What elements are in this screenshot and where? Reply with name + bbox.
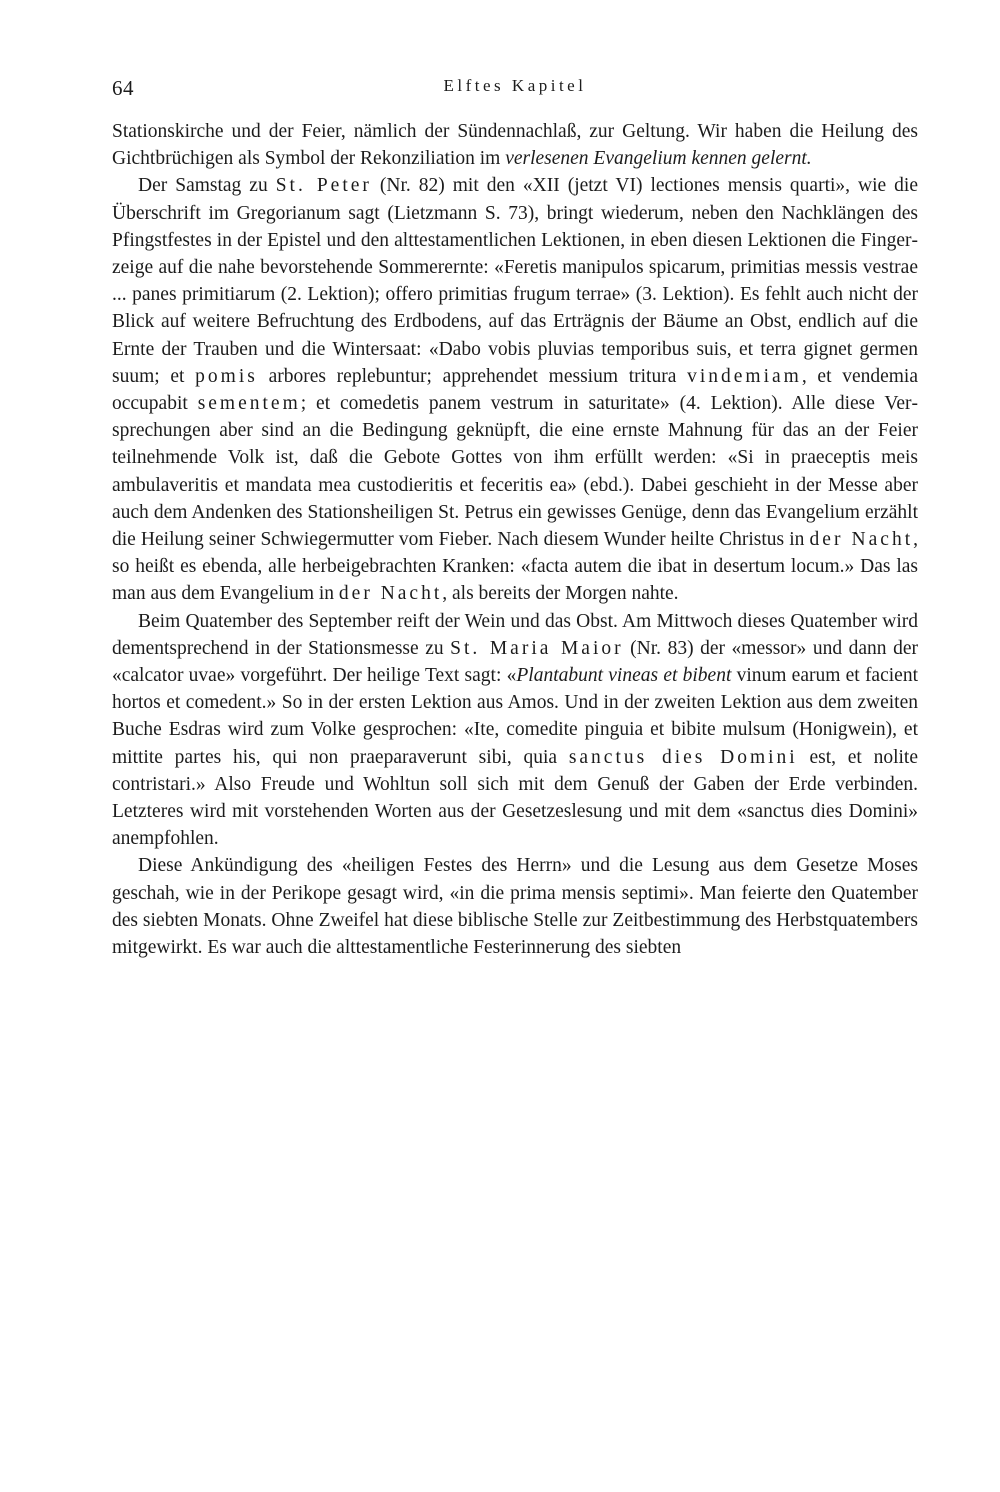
body-text [112,118,918,961]
italic-text: verlesenen Evangelium kennen gelernt. [505,148,812,170]
spaced-emphasis-text: der Nacht [338,583,443,605]
text-run: Stationskirche und der Feier, nämlich der Sündennachlaß, zur Geltung. Wir haben die Heilung des Gichtbrüchigen als Symbol der Rekonziliation im [112,121,918,170]
spaced-emphasis-text: vindemiam [687,365,802,387]
text-run: vinum earum et facient hortos et comedent.» So in der ersten Lektion aus Amos. Und in der zweiten Lektion aus dem zweiten Buche Esdras wird zum Volke gesprochen: «Ite, comedite pinguia et bibite mulsum (Honigwein), et mittite partes his, qui non praeparaverunt sibi, quia [112,665,918,768]
spaced-emphasis-text: St. Maria Maior [450,637,624,659]
paragraph [112,852,918,961]
spaced-emphasis-text: pomis [195,365,258,387]
spaced-emphasis-text: der Nacht [809,529,914,551]
spaced-emphasis-text: sementem [197,393,301,415]
italic-text: Plantabunt vineas et bibent [516,665,732,687]
page-number: 64 [112,76,134,100]
spaced-emphasis-text: St. Peter [275,175,372,197]
text-run: (Nr. 82) mit den «XII (jetzt VI) lectiones mensis quarti», wie die Überschrift im Gregorianum sagt (Lietzmann S. 73), bringt wiederum, neben den Nachklängen des Pfingstfestes in der Epistel und den alttestamentlichen Lektionen, in eben diesen Lektionen die Fingerzeige auf die nahe bevorstehende Sommerernte: «Feretis manipulos spicarum, primitias messis vestrae ... panes primitiarum (2. Lektion); offero primitias frugum terrae» (3. Lektion). Es fehlt auch nicht der Blick auf weitere Befruchtung des Erdbodens, auf das Erträgnis der Bäume an Obst, endlich auf die Ernte der Trauben und die Wintersaat: «Dabo vobis pluvias temporibus suis, et terra gignet germen suum; et [112,175,918,387]
paragraph [112,172,918,607]
text-run: arbores replebuntur; apprehendet messium tritura [257,365,688,387]
text-run: , als bereits der Morgen nahte. [442,583,679,605]
text-run: Beim Quatember des September reift der Wein und das Obst. Am Mittwoch dieses Quatember wird dementsprechend in der Stationsmesse zu [112,610,918,659]
text-run: Der Samstag zu [138,175,276,197]
text-run: , et vendemia occupabit [112,365,919,415]
spaced-emphasis-text: sanctus dies Domini [568,746,798,768]
paragraph [112,608,918,853]
page-header [112,70,918,104]
text-run: , so heißt es ebenda, alle herbeigebrachten Kranken: «facta autem die ibat in desertum locum.» Das las man aus dem Evangelium in [112,529,918,605]
running-head: Elftes Kapitel [443,76,587,95]
text-run: (Nr. 83) der «messor» und dann der «calcator uvae» vorgeführt. Der heilige Text sagt: « [112,637,918,687]
text-run: Diese Ankündigung des «heiligen Festes des Herrn» und die Lesung aus dem Gesetze Moses geschah, wie in der Perikope gesagt wird, «in die prima mensis septimi». Man feierte den Quatember des siebten Monats. Ohne Zweifel hat diese biblische Stelle zur Zeitbestimmung des Herbstquatembers mitgewirkt. Es war auch die alttestamentliche Festerinnerung des siebten [112,855,918,959]
text-run: ; et comedetis panem vestrum in saturitate» (4. Lektion). Alle diese Versprechungen aber sind an die Bedingung geknüpft, die eine ernste Mahnung für das an der Feier teilnehmende Volk ist, daß die Gebote Gottes von ihm erfüllt werden: «Si in praeceptis meis ambulaveritis et mandata mea custodieritis et feceritis ea» (ebd.). Dabei geschieht in der Messe aber auch dem Andenken des Stationsheiligen St. Petrus ein gewisses Genüge, denn das Evangelium erzählt die Heilung seiner Schwiegermutter vom Fieber. Nach diesem Wunder heilte Christus in [112,393,918,551]
paragraph [112,118,918,172]
text-run: est, et nolite contristari.» Also Freude und Wohltun soll sich mit dem Genuß der Gaben der Erde verbinden. Letzteres wird mit vorstehenden Worten aus der Gesetzeslesung und mit dem «sanctus dies Domini» anempfohlen. [112,746,918,850]
book-page [112,70,918,1470]
